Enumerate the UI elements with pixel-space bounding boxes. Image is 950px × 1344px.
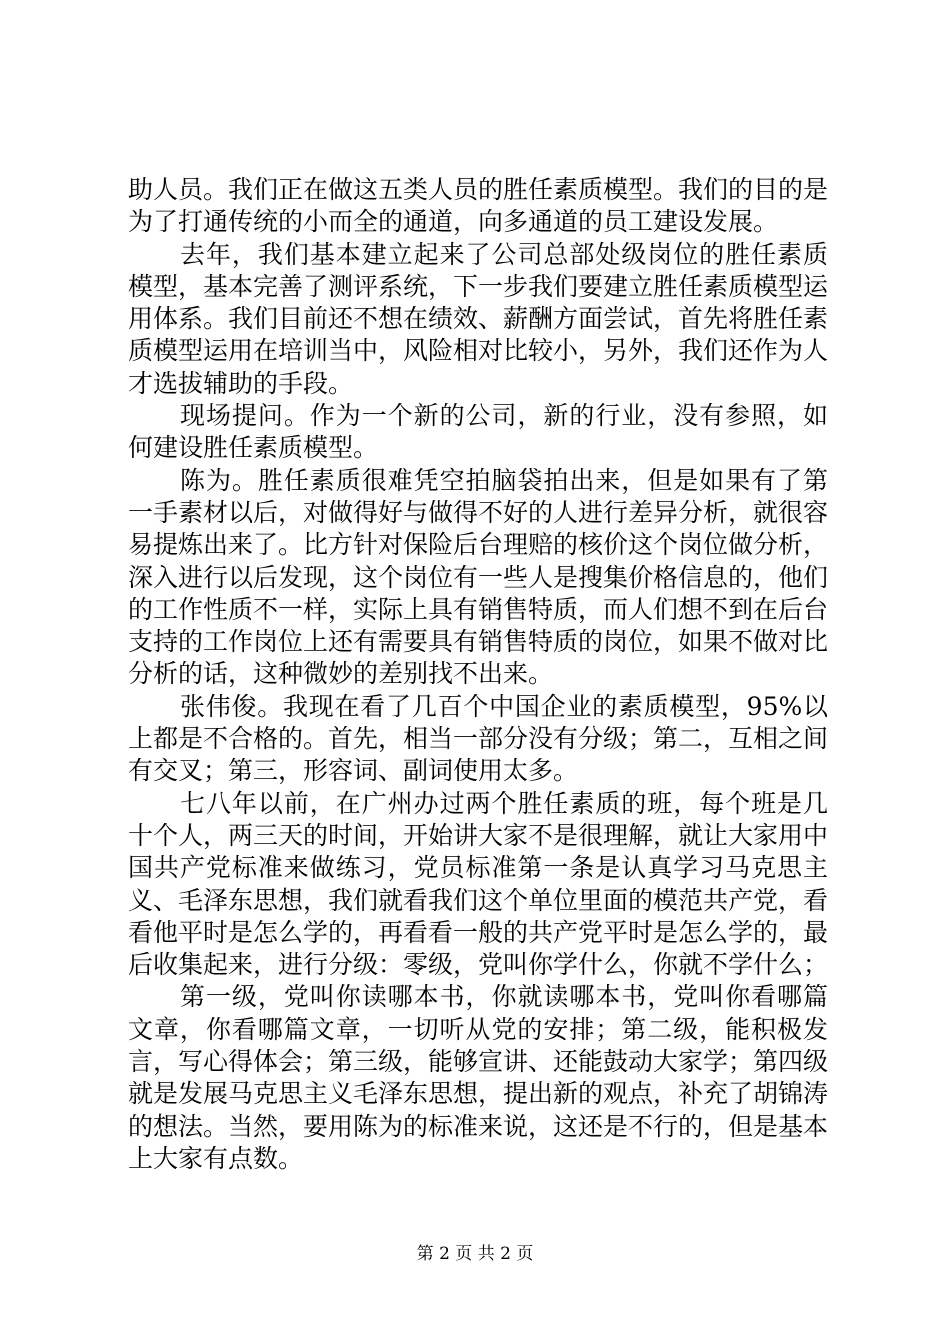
paragraph: 去年，我们基本建立起来了公司总部处级岗位的胜任素质模型，基本完善了测评系统，下一步我们要建立胜任素质模型运用体系。我们目前还不想在绩效、薪酬方面尝试，首先将胜任素质模型运用在培训当中，风险相对比较小，另外，我们还作为人才选拔辅助的手段。: [128, 239, 829, 398]
document-body: [128, 174, 828, 1175]
paragraph-question: 现场提问。作为一个新的公司，新的行业，没有参照，如何建设胜任素质模型。: [128, 401, 828, 463]
paragraph: 第一级，党叫你读哪本书，你就读哪本书，党叫你看哪篇文章，你看哪篇文章，一切听从党的安排；第二级，能积极发言，写心得体会；第三级，能够宣讲、还能鼓动大家学；第四级就是发展马克思主义毛泽东思想，提出新的观点，补充了胡锦涛的想法。当然，要用陈为的标准来说，这还是不行的，但是基本上大家有点数。: [128, 982, 829, 1173]
paragraph-answer-chen: 陈为。胜任素质很难凭空拍脑袋拍出来，但是如果有了第一手素材以后，对做得好与做得不好的人进行差异分析，就很容易提炼出来了。比方针对保险后台理赔的核价这个岗位做分析，深入进行以后发现，这个岗位有一些人是搜集价格信息的，他们的工作性质不一样，实际上具有销售特质，而人们想不到在后台支持的工作岗位上还有需要具有销售特质的岗位，如果不做对比分析的话，这种微妙的差别找不出来。: [128, 465, 829, 689]
paragraph-answer-zhang: 张伟俊。我现在看了几百个中国企业的素质模型，95%以上都是不合格的。首先，相当一部分没有分级；第二，互相之间有交叉；第三，形容词、副词使用太多。: [128, 691, 829, 786]
page-footer: 第 2 页 共 2 页: [416, 1244, 534, 1264]
paragraph: 七八年以前，在广州办过两个胜任素质的班，每个班是几十个人，两三天的时间，开始讲大家不是很理解，就让大家用中国共产党标准来做练习，党员标准第一条是认真学习马克思主义、毛泽东思想，我们就看我们这个单位里面的模范共产党，看看他平时是怎么学的，再看看一般的共产党平时是怎么学的，最后收集起来，进行分级：零级，党叫你学什么，你就不学什么；: [128, 788, 829, 980]
paragraph-continuation: 助人员。我们正在做这五类人员的胜任素质模型。我们的目的是为了打通传统的小而全的通道，向多通道的员工建设发展。: [128, 175, 829, 237]
